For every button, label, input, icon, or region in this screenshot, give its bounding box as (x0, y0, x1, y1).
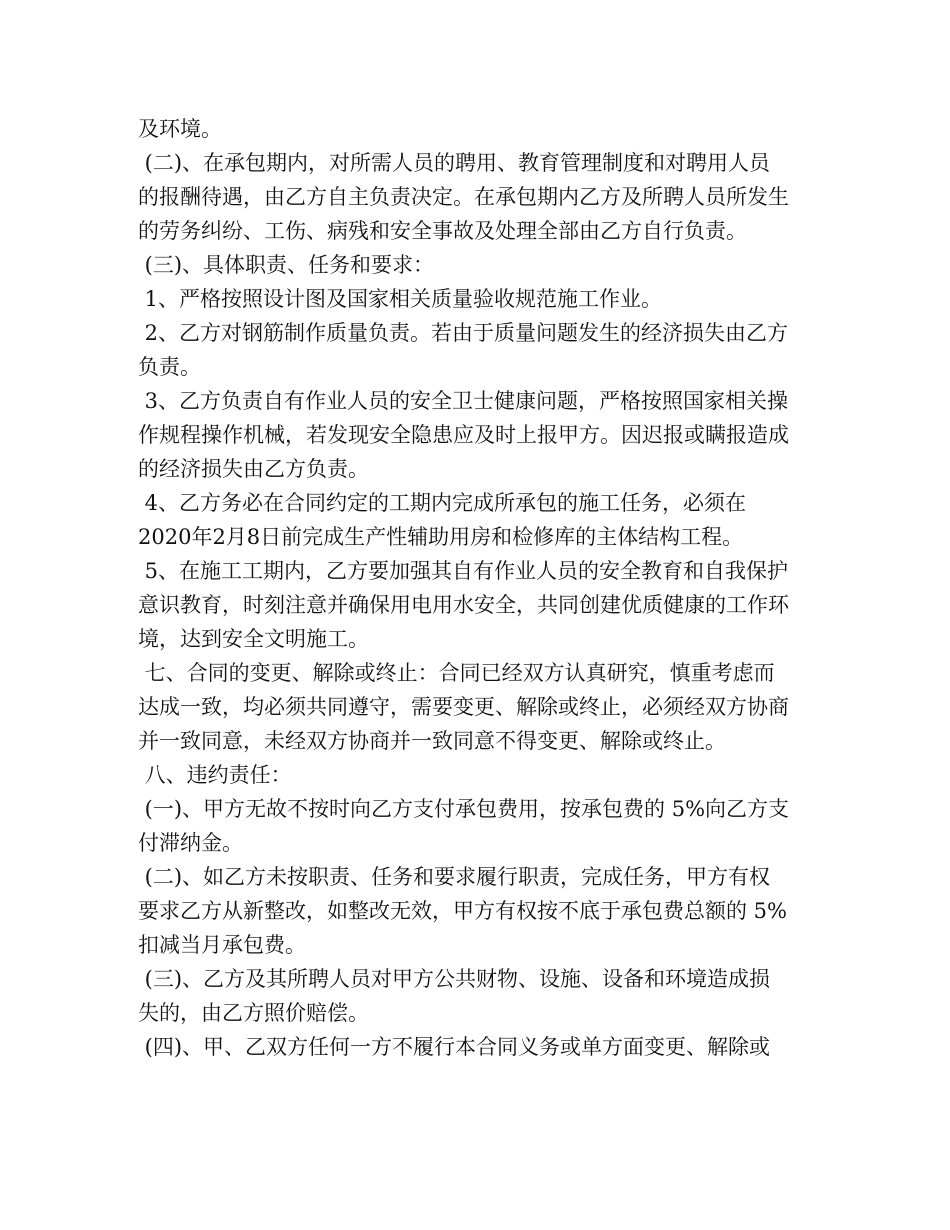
text-line: 1、严格按照设计图及国家相关质量验收规范施工作业。 (138, 287, 663, 311)
text-line: 并一致同意，未经双方协商并一致同意不得变更、解除或终止。 (138, 729, 726, 753)
text-line: 付滞纳金。 (138, 831, 243, 855)
text-line: 意识教育，时刻注意并确保用电用水安全，共同创建优质健康的工作环 (138, 593, 789, 617)
text-line: 及环境。 (138, 117, 222, 141)
text-line: (二)、如乙方未按职责、任务和要求履行职责，完成任务，甲方有权 (138, 865, 771, 889)
text-line: 作规程操作机械，若发现安全隐患应及时上报甲方。因迟报或瞒报造成 (138, 423, 789, 447)
text-line: 5、在施工工期内，乙方要加强其自有作业人员的安全教育和自我保护 (138, 559, 789, 583)
text-line: 境，达到安全文明施工。 (138, 627, 369, 651)
document-body (138, 112, 818, 1064)
text-line: 负责。 (138, 355, 201, 379)
text-line: (四)、甲、乙双方任何一方不履行本合同义务或单方面变更、解除或 (138, 1035, 771, 1059)
text-line: 八、违约责任： (138, 763, 292, 787)
text-line: 要求乙方从新整改，如整改无效，甲方有权按不底于承包费总额的 5% (138, 899, 787, 923)
text-line: (三)、乙方及其所聘人员对甲方公共财物、设施、设备和环境造成损 (138, 967, 771, 991)
text-line: (二)、在承包期内，对所需人员的聘用、教育管理制度和对聘用人员 (138, 151, 771, 175)
text-line: 4、乙方务必在合同约定的工期内完成所承包的施工任务，必须在 (138, 491, 747, 515)
text-line: 扣减当月承包费。 (138, 933, 306, 957)
text-line: 的报酬待遇，由乙方自主负责决定。在承包期内乙方及所聘人员所发生 (138, 185, 789, 209)
text-line: 达成一致，均必须共同遵守，需要变更、解除或终止，必须经双方协商 (138, 695, 789, 719)
text-line: 3、乙方负责自有作业人员的安全卫士健康问题，严格按照国家相关操 (138, 389, 789, 413)
text-line: (一)、甲方无故不按时向乙方支付承包费用，按承包费的 5%向乙方支 (138, 797, 790, 821)
text-line: 2、乙方对钢筋制作质量负责。若由于质量问题发生的经济损失由乙方 (138, 321, 789, 345)
text-line: 失的，由乙方照价赔偿。 (138, 1001, 369, 1025)
text-line: 的劳务纠纷、工伤、病残和安全事故及处理全部由乙方自行负责。 (138, 219, 747, 243)
text-line: 的经济损失由乙方负责。 (138, 457, 369, 481)
text-line: 七、合同的变更、解除或终止：合同已经双方认真研究，慎重考虑而 (138, 661, 775, 685)
text-line: (三)、具体职责、任务和要求： (138, 253, 435, 277)
text-line: 2020年2月8日前完成生产性辅助用房和检修库的主体结构工程。 (138, 525, 744, 549)
